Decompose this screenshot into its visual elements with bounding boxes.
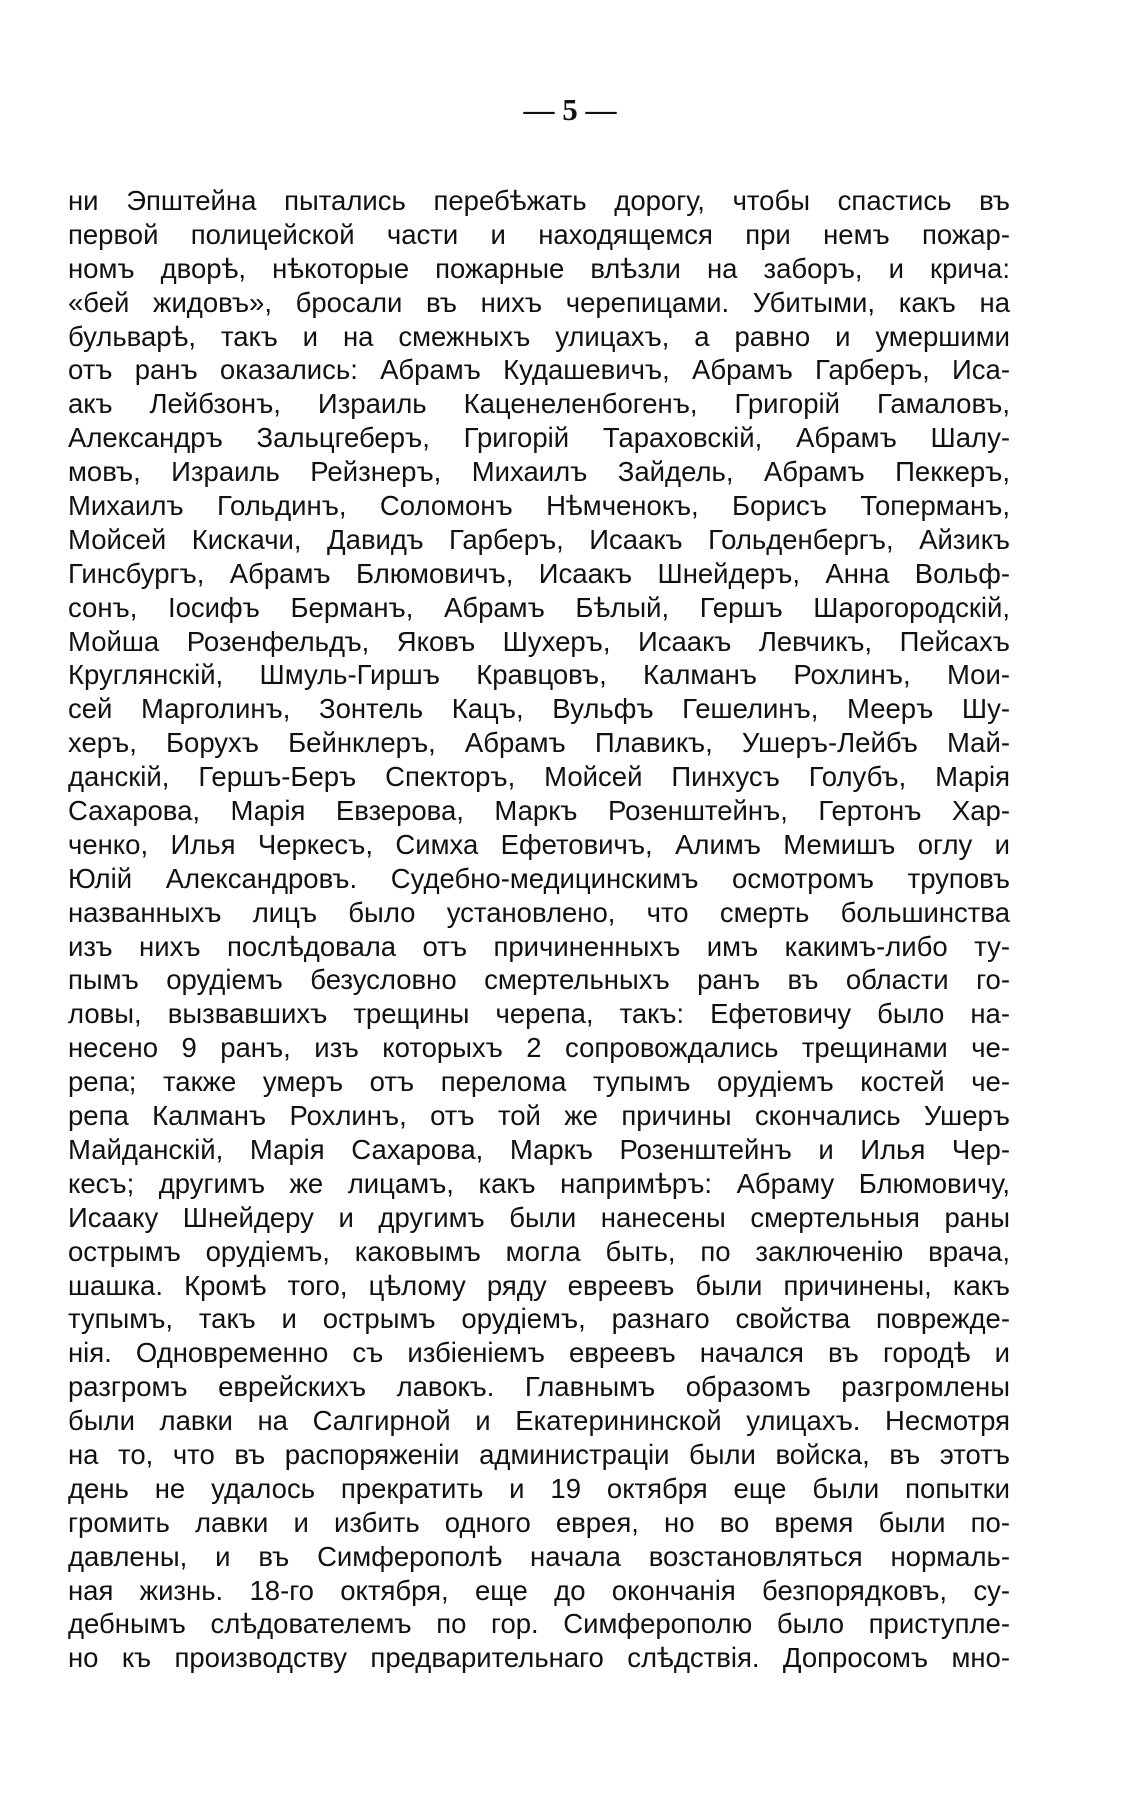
text-line: бульварѣ, такъ и на смежныхъ улицахъ, а равно и умершими <box>68 320 1010 352</box>
text-line: репа; также умеръ отъ перелома тупымъ орудіемъ костей че- <box>68 1066 1010 1098</box>
text-line: Мойша Розенфельдъ, Яковъ Шухеръ, Исаакъ Левчикъ, Пейсахъ <box>68 625 1010 657</box>
text-line: Гинсбургъ, Абрамъ Блюмовичъ, Исаакъ Шнейдеръ, Анна Вольф- <box>68 557 1010 589</box>
text-line: пымъ орудіемъ безусловно смертельныхъ ранъ въ области го- <box>68 964 1010 996</box>
text-line: херъ, Борухъ Бейнклеръ, Абрамъ Плавикъ, Ушеръ-Лейбъ Май- <box>68 727 1010 759</box>
text-line: разгромъ еврейскихъ лавокъ. Главнымъ образомъ разгромлены <box>68 1371 1010 1403</box>
text-line: нія. Одновременно съ избіеніемъ евреевъ начался въ городѣ и <box>68 1337 1010 1369</box>
text-line: Юлій Александровъ. Судебно-медицинскимъ осмотромъ труповъ <box>68 862 1010 894</box>
page-number: — 5 — <box>523 92 617 127</box>
text-line: но къ производству предварительнаго слѣдствія. Допросомъ мно- <box>68 1642 1010 1674</box>
text-line: изъ нихъ послѣдовала отъ причиненныхъ имъ какимъ-либо ту- <box>68 930 1010 962</box>
text-line: давлены, и въ Симферополѣ начала возстановляться нормаль- <box>68 1540 1010 1572</box>
text-line: Круглянскій, Шмуль-Гиршъ Кравцовъ, Калманъ Рохлинъ, Мои- <box>68 659 1010 691</box>
text-line: несено 9 ранъ, изъ которыхъ 2 сопровождались трещинами че- <box>68 1032 1010 1064</box>
text-line: Мойсей Кискачи, Давидъ Гарберъ, Исаакъ Гольденбергъ, Айзикъ <box>68 523 1010 555</box>
text-line: ловы, вызвавшихъ трещины черепа, такъ: Ефетовичу было на- <box>68 998 1010 1030</box>
text-line: репа Калманъ Рохлинъ, отъ той же причины скончались Ушеръ <box>68 1100 1010 1132</box>
text-line: кесъ; другимъ же лицамъ, какъ напримѣръ: Абраму Блюмовичу, <box>68 1167 1010 1199</box>
text-line: день не удалось прекратить и 19 октября еще были попытки <box>68 1472 1010 1504</box>
text-line: дебнымъ слѣдователемъ по гор. Симферополю было приступле- <box>68 1608 1010 1640</box>
text-line: данскій, Гершъ-Беръ Спекторъ, Мойсей Пинхусъ Голубъ, Марія <box>68 761 1010 793</box>
text-line: громить лавки и избить одного еврея, но во время были по- <box>68 1506 1010 1538</box>
text-line: Сахарова, Марія Евзерова, Маркъ Розенштейнъ, Гертонъ Хар- <box>68 795 1010 827</box>
text-line: сей Марголинъ, Зонтель Кацъ, Вульфъ Гешелинъ, Мееръ Шу- <box>68 693 1010 725</box>
text-line: названныхъ лицъ было установлено, что смерть большинства <box>68 896 1010 928</box>
text-line: Александръ Зальцгеберъ, Григорій Тараховскій, Абрамъ Шалу- <box>68 422 1010 454</box>
text-line: Михаилъ Гольдинъ, Соломонъ Нѣмченокъ, Борисъ Топерманъ, <box>68 490 1010 522</box>
text-line: ная жизнь. 18-го октября, еще до окончанія безпорядковъ, су- <box>68 1574 1010 1606</box>
body-text <box>68 184 1010 1675</box>
text-line: шашка. Кромѣ того, цѣлому ряду евреевъ были причинены, какъ <box>68 1269 1010 1301</box>
text-line: ченко, Илья Черкесъ, Симха Ефетовичъ, Алимъ Мемишъ оглу и <box>68 828 1010 860</box>
text-line: акъ Лейбзонъ, Израиль Каценеленбогенъ, Григорій Гамаловъ, <box>68 388 1010 420</box>
text-line: ни Эпштейна пытались перебѣжать дорогу, чтобы спастись въ <box>68 185 1010 216</box>
text-line: Исааку Шнейдеру и другимъ были нанесены смертельныя раны <box>68 1201 1010 1233</box>
text-line: первой полицейской части и находящемся при немъ пожар- <box>68 218 1010 250</box>
text-line: сонъ, Іосифъ Берманъ, Абрамъ Бѣлый, Гершъ Шарогородскій, <box>68 591 1010 623</box>
text-line: были лавки на Салгирной и Екатерининской улицахъ. Несмотря <box>68 1405 1010 1437</box>
text-line: отъ ранъ оказались: Абрамъ Кудашевичъ, Абрамъ Гарберъ, Иса- <box>68 354 1010 386</box>
text-line: Майданскій, Марія Сахарова, Маркъ Розенштейнъ и Илья Чер- <box>68 1133 1010 1165</box>
text-line: острымъ орудіемъ, каковымъ могла быть, по заключенію врача, <box>68 1235 1010 1267</box>
text-line: «бей жидовъ», бросали въ нихъ черепицами. Убитыми, какъ на <box>68 286 1010 318</box>
text-line: номъ дворѣ, нѣкоторые пожарные влѣзли на заборъ, и крича: <box>68 252 1010 284</box>
text-line: мовъ, Израиль Рейзнеръ, Михаилъ Зайдель, Абрамъ Пеккеръ, <box>68 456 1010 488</box>
text-line: тупымъ, такъ и острымъ орудіемъ, разнаго свойства поврежде- <box>68 1303 1010 1335</box>
text-line: на то, что въ распоряженіи администраціи были войска, въ этотъ <box>68 1438 1010 1470</box>
